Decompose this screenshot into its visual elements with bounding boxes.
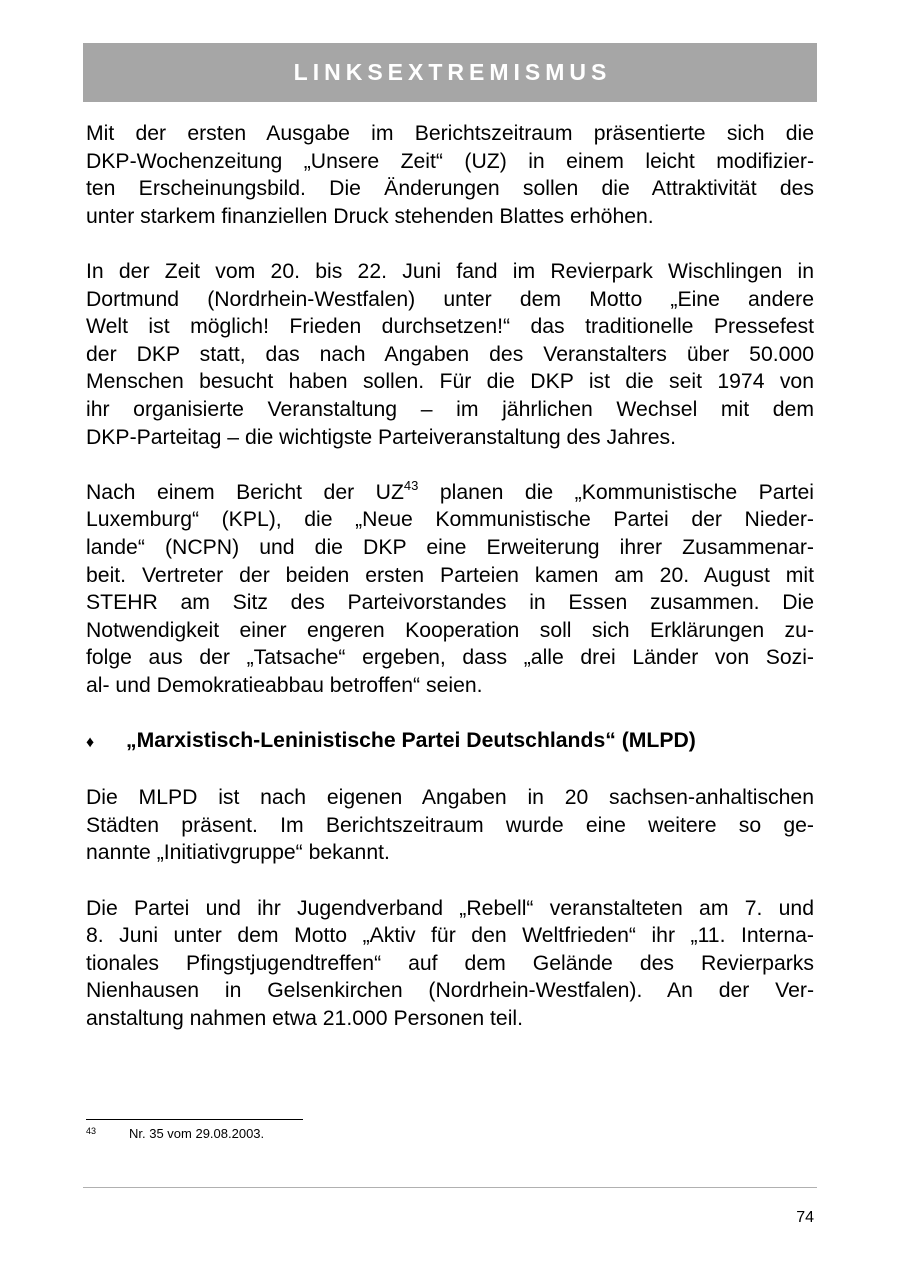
text-line: tionales Pfingstjugendtreffen“ auf dem Gelände des Revierparks (86, 951, 814, 975)
section-header-bar (83, 43, 817, 102)
text-line: Welt ist möglich! Frieden durchsetzen!“ das traditionelle Pressefest (86, 315, 814, 339)
main-content (86, 120, 814, 1060)
text-line: Menschen besucht haben sollen. Für die DKP ist die seit 1974 von (86, 370, 814, 394)
text-line: Die MLPD ist nach eigenen Angaben in 20 sachsen-anhaltischen (86, 786, 814, 810)
text-line: folge aus der „Tatsache“ ergeben, dass „alle drei Länder von Sozi- (86, 646, 814, 670)
footnote-divider (86, 1119, 303, 1120)
text-line: Städten präsent. Im Berichtszeitraum wurde eine weitere so ge- (86, 813, 814, 837)
paragraph-uz-redesign (86, 120, 814, 230)
text-line: nannte „Initiativgruppe“ bekannt. (86, 841, 390, 865)
text-line: Mit der ersten Ausgabe im Berichtszeitraum präsentierte sich die (86, 122, 814, 145)
section-title: LINKSEXTREMISMUS (293, 59, 612, 85)
text-line: DKP-Parteitag – die wichtigste Parteiveranstaltung des Jahres. (86, 425, 677, 449)
paragraph-pressefest (86, 258, 814, 451)
text-line: al- und Demokratieabbau betroffen“ seien. (86, 673, 483, 697)
text-line: ihr organisierte Veranstaltung – im jährlichen Wechsel mit dem (86, 397, 814, 421)
text-line (86, 479, 814, 507)
text-line: Notwendigkeit einer engeren Kooperation soll sich Erklärungen zu- (86, 618, 814, 642)
page-number: 74 (796, 1209, 814, 1226)
text-line: Dortmund (Nordrhein-Westfalen) unter dem Motto „Eine andere (86, 287, 814, 311)
text-line: ten Erscheinungsbild. Die Änderungen sollen die Attraktivität des (86, 177, 814, 201)
text-line: Luxemburg“ (KPL), die „Neue Kommunistische Partei der Nieder- (86, 508, 814, 532)
text-line: STEHR am Sitz des Parteivorstandes in Essen zusammen. Die (86, 591, 814, 615)
footnote-number: 43 (86, 1126, 97, 1136)
text-fragment: planen die „Kommunistische Partei (418, 480, 814, 504)
text-line: der DKP statt, das nach Angaben des Veranstalters über 50.000 (86, 342, 814, 366)
section-heading-text: „Marxistisch-Leninistische Partei Deutschlands“ (MLPD) (126, 729, 696, 753)
paragraph-mlpd-presence (86, 784, 814, 867)
footnote-reference: 43 (403, 477, 419, 493)
text-line: Die Partei und ihr Jugendverband „Rebell“ veranstalteten am 7. und (86, 896, 814, 920)
diamond-bullet-icon: ♦ (86, 734, 95, 752)
page-bottom-divider (83, 1187, 817, 1188)
text-line: unter starkem finanziellen Druck stehenden Blattes erhöhen. (86, 204, 654, 228)
footnote (86, 1125, 264, 1143)
text-line: beit. Vertreter der beiden ersten Parteien kamen am 20. August mit (86, 563, 814, 587)
footnote-text: Nr. 35 vom 29.08.2003. (129, 1126, 265, 1141)
text-line: 8. Juni unter dem Motto „Aktiv für den Weltfrieden“ ihr „11. Interna- (86, 924, 814, 948)
text-line: DKP-Wochenzeitung „Unsere Zeit“ (UZ) in einem leicht modifizier- (86, 149, 814, 173)
paragraph-pfingstjugendtreffen (86, 895, 814, 1033)
text-line: lande“ (NCPN) und die DKP eine Erweiterung ihrer Zusammenar- (86, 535, 814, 559)
section-heading-mlpd (86, 727, 814, 757)
text-line: In der Zeit vom 20. bis 22. Juni fand im Revierpark Wischlingen in (86, 259, 814, 283)
paragraph-cooperation (86, 479, 814, 700)
text-line: Nienhausen in Gelsenkirchen (Nordrhein-Westfalen). An der Ver- (86, 979, 814, 1003)
text-line: anstaltung nahmen etwa 21.000 Personen teil. (86, 1007, 524, 1030)
text-fragment: Nach einem Bericht der UZ (86, 480, 404, 504)
